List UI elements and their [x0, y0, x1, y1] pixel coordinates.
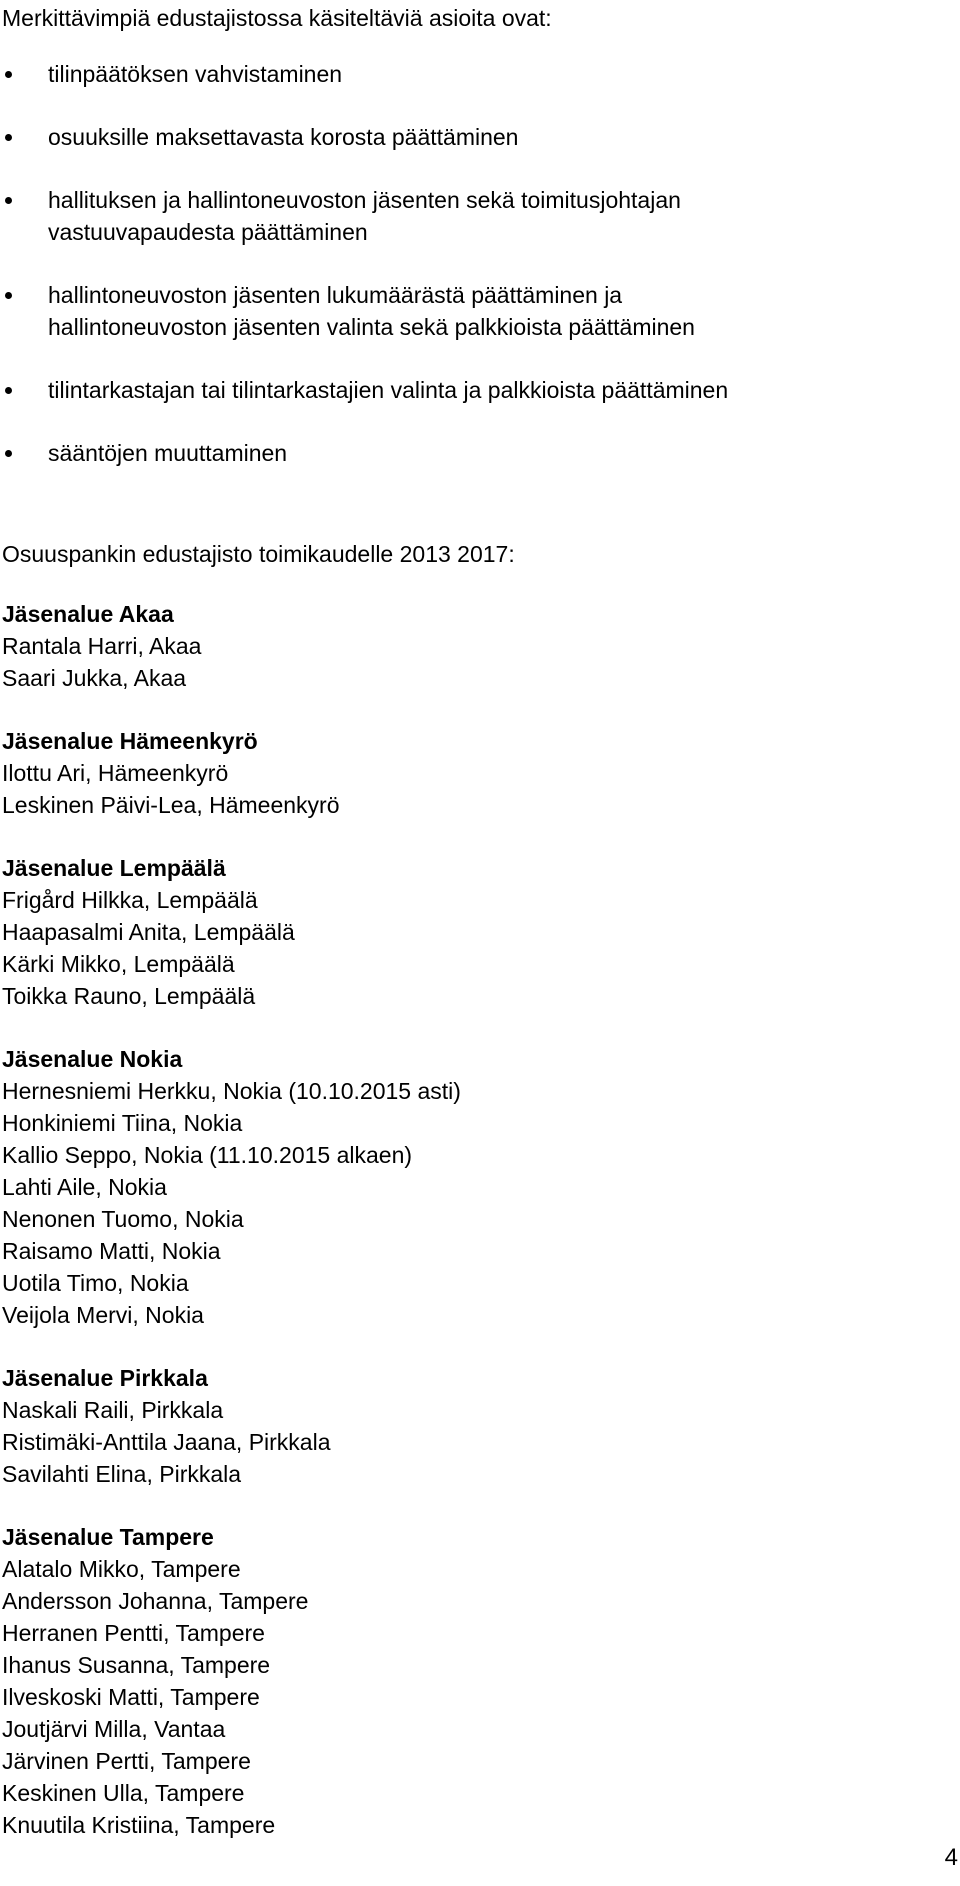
page-number: 4: [944, 1844, 958, 1871]
agenda-item: [0, 184, 940, 248]
district-heading: Jäsenalue Akaa: [2, 601, 174, 627]
member-name: Keskinen Ulla, Tampere: [2, 1780, 245, 1806]
member-name: Ristimäki-Anttila Jaana, Pirkkala: [2, 1429, 331, 1455]
bullet-icon: [5, 197, 12, 204]
member-name: Alatalo Mikko, Tampere: [2, 1556, 241, 1582]
member-name: Frigård Hilkka, Lempäälä: [2, 887, 258, 913]
district-nokia: [2, 1043, 902, 1331]
member-name: Hernesniemi Herkku, Nokia (10.10.2015 asti): [2, 1078, 461, 1104]
district-heading: Jäsenalue Nokia: [2, 1046, 183, 1072]
agenda-item-line: hallintoneuvoston jäsenten lukumäärästä päättäminen ja: [48, 282, 623, 308]
member-name: Haapasalmi Anita, Lempäälä: [2, 919, 295, 945]
member-name: Järvinen Pertti, Tampere: [2, 1748, 251, 1774]
bullet-icon: [5, 71, 12, 78]
agenda-item: [0, 58, 940, 90]
agenda-item-line: osuuksille maksettavasta korosta päättäminen: [48, 124, 519, 150]
member-name: Ilottu Ari, Hämeenkyrö: [2, 760, 229, 786]
district-heading: Jäsenalue Lempäälä: [2, 855, 226, 881]
district-lempaala: [2, 852, 902, 1012]
agenda-item: [0, 437, 940, 469]
district-akaa: [2, 598, 902, 694]
member-name: Naskali Raili, Pirkkala: [2, 1397, 224, 1423]
member-name: Ihanus Susanna, Tampere: [2, 1652, 271, 1678]
agenda-item-line: hallituksen ja hallintoneuvoston jäsenten sekä toimitusjohtajan: [48, 187, 681, 213]
agenda-item: [0, 374, 940, 406]
member-name: Herranen Pentti, Tampere: [2, 1620, 265, 1646]
district-tampere: [2, 1521, 902, 1841]
member-name: Nenonen Tuomo, Nokia: [2, 1206, 244, 1232]
agenda-item-line: hallintoneuvoston jäsenten valinta sekä palkkioista päättäminen: [48, 314, 695, 340]
member-name: Ilveskoski Matti, Tampere: [2, 1684, 260, 1710]
member-name: Veijola Mervi, Nokia: [2, 1302, 204, 1328]
agenda-item: [0, 121, 940, 153]
bullet-icon: [5, 134, 12, 141]
district-hameenkyro: [2, 725, 902, 821]
member-name: Uotila Timo, Nokia: [2, 1270, 189, 1296]
member-name: Lahti Aile, Nokia: [2, 1174, 167, 1200]
agenda-item: [0, 279, 940, 343]
agenda-item-line: tilintarkastajan tai tilintarkastajien valinta ja palkkioista päättäminen: [48, 377, 729, 403]
bullet-icon: [5, 387, 12, 394]
council-title: Osuuspankin edustajisto toimikaudelle 2013 2017:: [2, 541, 515, 567]
agenda-item-line: vastuuvapaudesta päättäminen: [48, 219, 368, 245]
district-heading: Jäsenalue Tampere: [2, 1524, 214, 1550]
district-heading: Jäsenalue Hämeenkyrö: [2, 728, 258, 754]
district-heading: Jäsenalue Pirkkala: [2, 1365, 208, 1391]
bullet-icon: [5, 450, 12, 457]
member-name: Honkiniemi Tiina, Nokia: [2, 1110, 243, 1136]
agenda-list: [0, 58, 940, 500]
intro-text: Merkittävimpiä edustajistossa käsiteltäviä asioita ovat:: [2, 5, 552, 31]
member-name: Saari Jukka, Akaa: [2, 665, 187, 691]
member-name: Raisamo Matti, Nokia: [2, 1238, 221, 1264]
bullet-icon: [5, 292, 12, 299]
member-name: Kärki Mikko, Lempäälä: [2, 951, 235, 977]
member-name: Knuutila Kristiina, Tampere: [2, 1812, 276, 1838]
member-name: Rantala Harri, Akaa: [2, 633, 202, 659]
member-name: Leskinen Päivi-Lea, Hämeenkyrö: [2, 792, 340, 818]
member-name: Joutjärvi Milla, Vantaa: [2, 1716, 226, 1742]
district-pirkkala: [2, 1362, 902, 1490]
member-name: Toikka Rauno, Lempäälä: [2, 983, 256, 1009]
member-name: Kallio Seppo, Nokia (11.10.2015 alkaen): [2, 1142, 413, 1168]
member-name: Savilahti Elina, Pirkkala: [2, 1461, 242, 1487]
agenda-item-line: tilinpäätöksen vahvistaminen: [48, 61, 343, 87]
agenda-item-line: sääntöjen muuttaminen: [48, 440, 288, 466]
member-name: Andersson Johanna, Tampere: [2, 1588, 309, 1614]
district-list: [2, 598, 902, 1872]
